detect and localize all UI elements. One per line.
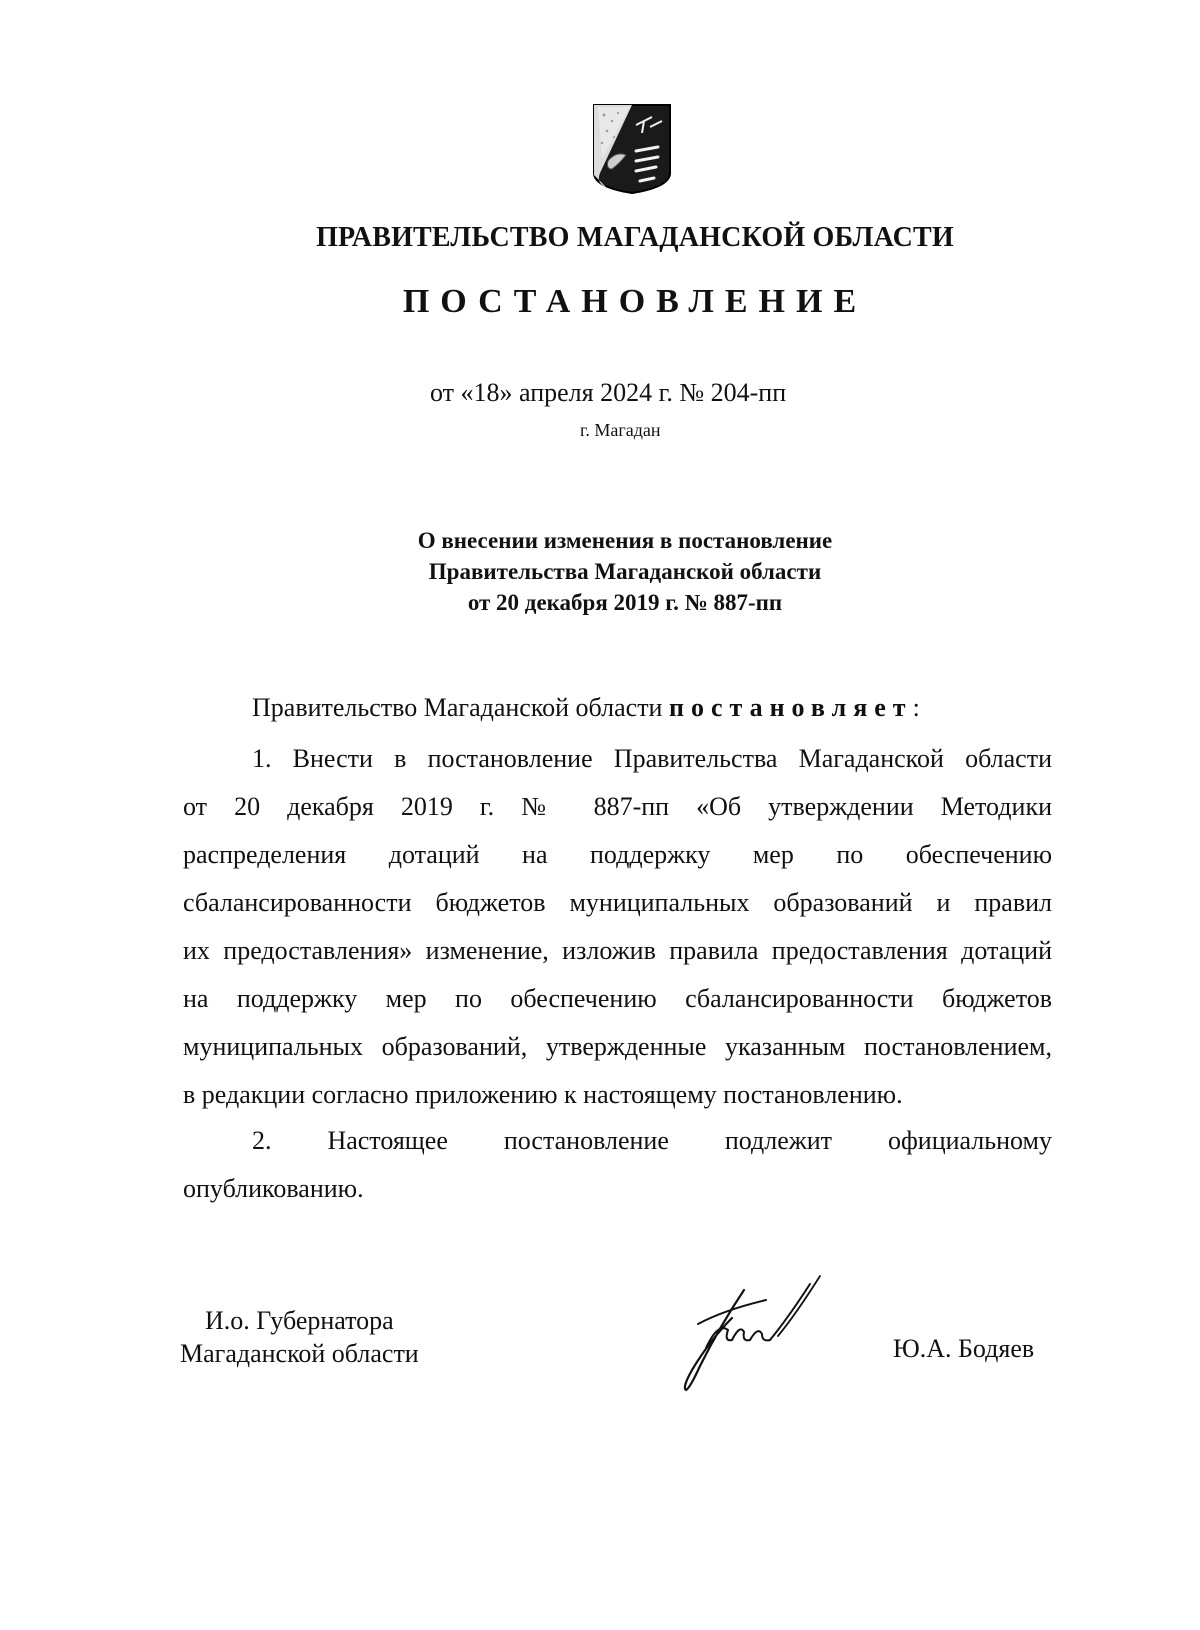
signatory-position xyxy=(180,1304,419,1370)
document-city: г. Магадан xyxy=(580,420,661,440)
preamble-verb: постановляет xyxy=(668,693,913,722)
subject-line: от 20 декабря 2019 г. № 887-пп xyxy=(467,590,783,615)
coat-of-arms-icon xyxy=(592,103,672,195)
paragraph-line: 1. Внести в постановление Правительства Магаданской области xyxy=(252,744,1052,773)
paragraph-line: распределения дотаций на поддержку мер по обеспечению xyxy=(183,840,1052,869)
paragraph-line: в редакции согласно приложению к настоящему постановлению. xyxy=(183,1080,903,1109)
paragraph-line: их предоставления» изменение, изложив правила предоставления дотаций xyxy=(183,936,1052,965)
paragraph-2 xyxy=(183,1117,1052,1213)
signatory-position-line: И.о. Губернатора xyxy=(204,1306,394,1335)
paragraph-line: 2. Настоящее постановление подлежит официальному xyxy=(252,1126,1052,1155)
document-subject xyxy=(0,525,1200,618)
paragraph-1 xyxy=(183,735,1052,1119)
paragraph-line: муниципальных образований, утвержденные указанным постановлением, xyxy=(183,1032,1052,1061)
paragraph-line: от 20 декабря 2019 г. № 887-пп «Об утверждении Методики xyxy=(183,792,1052,821)
subject-line: Правительства Магаданской области xyxy=(428,559,822,584)
preamble-colon: : xyxy=(912,693,920,722)
signatory-name: Ю.А. Бодяев xyxy=(893,1334,1035,1363)
subject-line: О внесении изменения в постановление xyxy=(417,528,833,553)
handwritten-signature-icon xyxy=(670,1270,830,1400)
document-date-number: от «18» апреля 2024 г. № 204-пп xyxy=(430,378,787,407)
paragraph-line: сбалансированности бюджетов муниципальных образований и правил xyxy=(183,888,1052,917)
preamble xyxy=(252,693,920,723)
signatory-position-line: Магаданской области xyxy=(180,1339,419,1368)
organization-title: ПРАВИТЕЛЬСТВО МАГАДАНСКОЙ ОБЛАСТИ xyxy=(316,222,954,253)
document-type-title: ПОСТАНОВЛЕНИЕ xyxy=(402,283,868,320)
preamble-text: Правительство Магаданской области xyxy=(252,693,669,722)
paragraph-line: опубликованию. xyxy=(183,1174,364,1203)
paragraph-line: на поддержку мер по обеспечению сбалансированности бюджетов xyxy=(183,984,1052,1013)
